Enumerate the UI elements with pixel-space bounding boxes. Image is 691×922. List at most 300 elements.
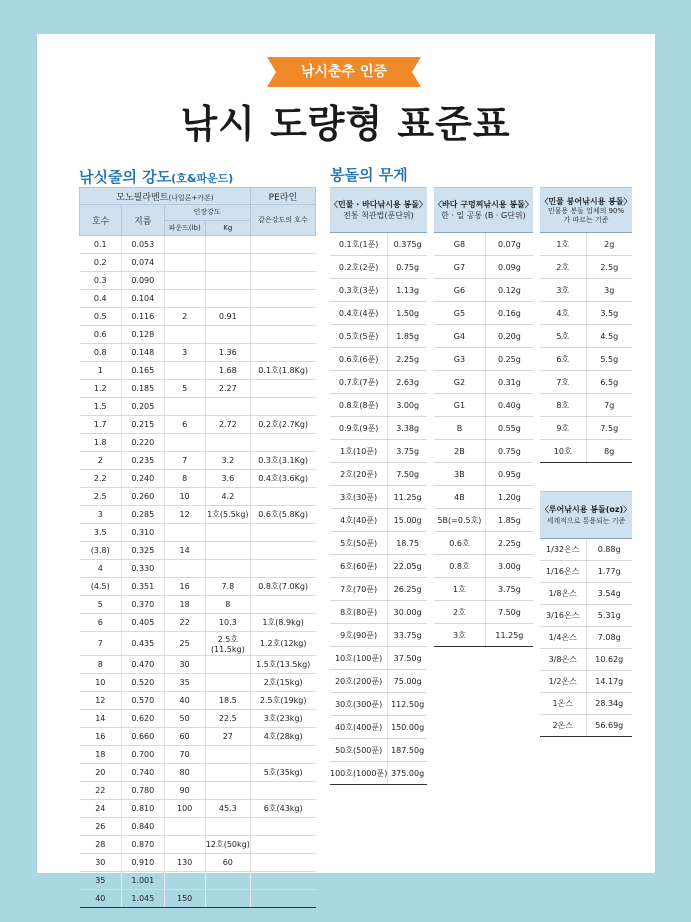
line-row-cell: 1 [80, 362, 122, 380]
marine-row-cell: 187.50g [388, 739, 427, 762]
sea-row-cell: 2호 [434, 601, 485, 624]
sea-row [434, 233, 533, 256]
sea-table-body [434, 233, 533, 647]
line-row [80, 746, 316, 764]
lure-row-cell: 10.62g [586, 649, 632, 671]
line-row-cell: 150 [164, 890, 205, 908]
line-row-cell: 130 [164, 854, 205, 872]
sea-header [434, 188, 533, 233]
weight-section-title: 봉돌의 무게 [330, 166, 408, 184]
line-row-cell [205, 656, 250, 674]
line-row-cell: 0.128 [122, 326, 164, 344]
line-row-cell: 12 [80, 692, 122, 710]
marine-row-cell: 3.75g [388, 440, 427, 463]
line-row-cell [250, 236, 315, 254]
marine-row-cell: 5호(50푼) [330, 532, 388, 555]
freshwater-row-cell: 2호 [540, 256, 586, 279]
line-row-cell: 0.620 [122, 710, 164, 728]
line-row-cell [250, 398, 315, 416]
sea-row [434, 463, 533, 486]
line-row-cell: 25 [164, 632, 205, 656]
marine-row-cell: 375.00g [388, 762, 427, 785]
marine-row [330, 256, 427, 279]
line-row-cell: 14 [80, 710, 122, 728]
line-row-cell [164, 524, 205, 542]
line-row-cell: 50 [164, 710, 205, 728]
sea-row-cell: 3.00g [485, 555, 532, 578]
line-row-cell: (4.5) [80, 578, 122, 596]
mono-header-sub: (나일론+카본) [168, 193, 214, 202]
marine-row [330, 739, 427, 762]
line-row-cell: 10 [80, 674, 122, 692]
line-row-cell: 10.3 [205, 614, 250, 632]
line-row [80, 380, 316, 398]
line-row-cell: 8 [205, 596, 250, 614]
line-table-body [80, 236, 316, 908]
line-row-cell: 0.780 [122, 782, 164, 800]
line-row-cell [164, 560, 205, 578]
line-row [80, 542, 316, 560]
line-row-cell: 0.660 [122, 728, 164, 746]
line-row-cell: 1.8 [80, 434, 122, 452]
line-row-cell [250, 380, 315, 398]
line-row-cell: 22 [164, 614, 205, 632]
marine-row [330, 624, 427, 647]
marine-row-cell: 75.00g [388, 670, 427, 693]
line-row-cell: 7 [80, 632, 122, 656]
line-row [80, 344, 316, 362]
line-row-cell: 5 [164, 380, 205, 398]
lure-row [540, 539, 632, 561]
freshwater-row [540, 325, 632, 348]
line-row-cell [164, 326, 205, 344]
line-row-cell: 18.5 [205, 692, 250, 710]
freshwater-row [540, 440, 632, 463]
sea-row [434, 417, 533, 440]
line-row-cell [205, 872, 250, 890]
marine-row-cell: 1호(10푼) [330, 440, 388, 463]
line-row-cell [250, 872, 315, 890]
lure-row-cell: 1/4온스 [540, 627, 586, 649]
marine-row-cell: 7호(70푼) [330, 578, 388, 601]
line-row [80, 728, 316, 746]
sea-row-cell: 2B [434, 440, 485, 463]
sea-row-cell: 0.31g [485, 371, 532, 394]
col-lb: 파운드(lb) [164, 220, 205, 236]
line-row-cell [250, 434, 315, 452]
freshwater-row-cell: 8호 [540, 394, 586, 417]
freshwater-header [540, 188, 632, 233]
line-row [80, 710, 316, 728]
sea-subtitle: 한 · 일 공통 (B · G단위) [441, 211, 526, 220]
freshwater-row-cell: 2g [586, 233, 632, 256]
line-row [80, 416, 316, 434]
marine-row-cell: 20호(200푼) [330, 670, 388, 693]
line-row-cell: 0.285 [122, 506, 164, 524]
line-row [80, 692, 316, 710]
line-row-cell: 22 [80, 782, 122, 800]
line-row [80, 254, 316, 272]
freshwater-row-cell: 6.5g [586, 371, 632, 394]
lure-row-cell: 7.08g [586, 627, 632, 649]
marine-row-cell: 1.85g [388, 325, 427, 348]
freshwater-row [540, 348, 632, 371]
lure-row [540, 671, 632, 693]
marine-row [330, 417, 427, 440]
sea-row [434, 325, 533, 348]
line-row-cell [164, 254, 205, 272]
line-row-cell: 8 [80, 656, 122, 674]
freshwater-row-cell: 5호 [540, 325, 586, 348]
marine-row-cell: 7.50g [388, 463, 427, 486]
line-row [80, 836, 316, 854]
line-row [80, 470, 316, 488]
marine-title: 〈민물 · 바다낚시용 봉돌〉 [330, 200, 427, 209]
line-row-cell: 0.5 [80, 308, 122, 326]
line-row-cell [205, 542, 250, 560]
sea-row-cell: 3B [434, 463, 485, 486]
sea-row-cell: G3 [434, 348, 485, 371]
lure-row-cell: 56.69g [586, 715, 632, 737]
line-row-cell: 16 [80, 728, 122, 746]
freshwater-row-cell: 4.5g [586, 325, 632, 348]
line-row-cell: 0.074 [122, 254, 164, 272]
line-row [80, 290, 316, 308]
line-row-cell: 22.5 [205, 710, 250, 728]
marine-row-cell: 3호(30푼) [330, 486, 388, 509]
line-row-cell [164, 818, 205, 836]
line-row [80, 578, 316, 596]
marine-row-cell: 0.7호(7푼) [330, 371, 388, 394]
sea-row-cell: 0.09g [485, 256, 532, 279]
sea-row [434, 624, 533, 647]
lure-row [540, 715, 632, 737]
line-row-cell [250, 542, 315, 560]
line-row [80, 326, 316, 344]
lure-row [540, 649, 632, 671]
marine-row-cell: 112.50g [388, 693, 427, 716]
marine-row-cell: 0.4호(4푼) [330, 302, 388, 325]
marine-row-cell: 150.00g [388, 716, 427, 739]
lure-row-cell: 3/16온스 [540, 605, 586, 627]
col-pe-equivalent: 같은강도의 호수 [250, 205, 315, 236]
lure-row-cell: 28.34g [586, 693, 632, 715]
lure-row [540, 693, 632, 715]
line-row-cell: 1.2 [80, 380, 122, 398]
line-row-cell [164, 362, 205, 380]
freshwater-row-cell: 3.5g [586, 302, 632, 325]
line-row-cell: 0.090 [122, 272, 164, 290]
line-row-cell: 3 [164, 344, 205, 362]
line-row [80, 272, 316, 290]
sea-row-cell: 0.75g [485, 440, 532, 463]
line-row-cell: 0.104 [122, 290, 164, 308]
line-row-cell: 0.3 [80, 272, 122, 290]
line-row [80, 452, 316, 470]
lure-subtitle: 세계적으로 통용되는 기준 [546, 516, 626, 525]
freshwater-row-cell: 8g [586, 440, 632, 463]
line-row [80, 614, 316, 632]
freshwater-row [540, 394, 632, 417]
marine-row [330, 693, 427, 716]
marine-row [330, 509, 427, 532]
freshwater-row-cell: 2.5g [586, 256, 632, 279]
line-row-cell: 7.8 [205, 578, 250, 596]
line-row-cell: 1.5호(13.5kg) [250, 656, 315, 674]
lure-row-cell: 14.17g [586, 671, 632, 693]
line-row [80, 362, 316, 380]
line-row-cell: 0.840 [122, 818, 164, 836]
marine-sinker-table [330, 187, 427, 785]
line-row-cell: 0.740 [122, 764, 164, 782]
line-row-cell: 0.310 [122, 524, 164, 542]
freshwater-row-cell: 7g [586, 394, 632, 417]
line-row [80, 782, 316, 800]
marine-row [330, 440, 427, 463]
line-row-cell [164, 872, 205, 890]
line-section-subtitle: (호&파운드) [171, 172, 234, 185]
line-row [80, 854, 316, 872]
line-row-cell: 5 [80, 596, 122, 614]
line-row-cell: 3.2 [205, 452, 250, 470]
line-row-cell: 12호(50kg) [205, 836, 250, 854]
line-row-cell [205, 398, 250, 416]
lure-row-cell: 2온스 [540, 715, 586, 737]
sea-row-cell: 5B(=0.5호) [434, 509, 485, 532]
sea-row [434, 348, 533, 371]
sea-row-cell: 0.20g [485, 325, 532, 348]
freshwater-row-cell: 7호 [540, 371, 586, 394]
marine-table-body [330, 233, 427, 785]
marine-row-cell: 2.25g [388, 348, 427, 371]
marine-row-cell: 0.6호(6푼) [330, 348, 388, 371]
line-row-cell: 2.5 [80, 488, 122, 506]
sea-row [434, 486, 533, 509]
line-row-cell: 4 [80, 560, 122, 578]
line-row-cell: 1호(8.9kg) [250, 614, 315, 632]
certification-badge [267, 57, 421, 87]
sea-row-cell: 1호 [434, 578, 485, 601]
lure-row-cell: 3.54g [586, 583, 632, 605]
marine-row [330, 348, 427, 371]
col-strength: 인장강도 [164, 205, 250, 221]
freshwater-row [540, 256, 632, 279]
sea-row-cell: 0.16g [485, 302, 532, 325]
marine-row [330, 762, 427, 785]
line-row [80, 596, 316, 614]
lure-row-cell: 1/16온스 [540, 561, 586, 583]
line-row-cell: 0.870 [122, 836, 164, 854]
line-row [80, 800, 316, 818]
marine-row-cell: 30호(300푼) [330, 693, 388, 716]
line-row-cell: 0.2 [80, 254, 122, 272]
lure-title: 〈루어낚시용 봉돌(oz)〉 [540, 504, 632, 514]
lure-row-cell: 5.31g [586, 605, 632, 627]
line-row-cell: 0.3호(3.1Kg) [250, 452, 315, 470]
line-row-cell: 26 [80, 818, 122, 836]
marine-row-cell: 50호(500푼) [330, 739, 388, 762]
line-row-cell [250, 560, 315, 578]
line-row-cell: 2 [80, 452, 122, 470]
line-row [80, 872, 316, 890]
marine-row [330, 578, 427, 601]
line-row-cell [250, 326, 315, 344]
line-row-cell: 35 [164, 674, 205, 692]
line-row-cell: 0.91 [205, 308, 250, 326]
line-row-cell [205, 890, 250, 908]
line-row-cell [250, 290, 315, 308]
marine-row-cell: 22.05g [388, 555, 427, 578]
line-row-cell [205, 524, 250, 542]
line-row-cell: 5호(35kg) [250, 764, 315, 782]
col-size: 호수 [80, 205, 122, 236]
line-row-cell: 0.116 [122, 308, 164, 326]
sea-row-cell: 1.20g [485, 486, 532, 509]
sea-row-cell: 0.25g [485, 348, 532, 371]
sea-row [434, 509, 533, 532]
lure-row-cell: 0.88g [586, 539, 632, 561]
marine-row [330, 371, 427, 394]
line-row-cell: 0.220 [122, 434, 164, 452]
marine-row-cell: 18.75 [388, 532, 427, 555]
line-row-cell: 0.185 [122, 380, 164, 398]
line-row-cell: 0.700 [122, 746, 164, 764]
line-row-cell: 2호(15kg) [250, 674, 315, 692]
line-row-cell [205, 236, 250, 254]
line-row-cell: 12 [164, 506, 205, 524]
line-row-cell [164, 236, 205, 254]
line-row-cell: 0.8호(7.0Kg) [250, 578, 315, 596]
line-row-cell [205, 674, 250, 692]
line-row-cell: 10 [164, 488, 205, 506]
line-row-cell: 0.2호(2.7Kg) [250, 416, 315, 434]
sea-row-cell: 11.25g [485, 624, 532, 647]
line-row-cell: 0.260 [122, 488, 164, 506]
sea-row [434, 601, 533, 624]
line-row-cell [250, 488, 315, 506]
line-row-cell: 18 [164, 596, 205, 614]
line-row-cell: 45.3 [205, 800, 250, 818]
line-row-cell [250, 254, 315, 272]
line-row-cell: 0.8 [80, 344, 122, 362]
line-row-cell [205, 254, 250, 272]
marine-row [330, 279, 427, 302]
marine-row [330, 647, 427, 670]
line-row-cell [205, 560, 250, 578]
line-row [80, 434, 316, 452]
freshwater-row [540, 302, 632, 325]
freshwater-row-cell: 10호 [540, 440, 586, 463]
line-row-cell: 90 [164, 782, 205, 800]
marine-row-cell: 1.50g [388, 302, 427, 325]
sea-row-cell: 0.55g [485, 417, 532, 440]
line-row-cell: 60 [164, 728, 205, 746]
sea-row-cell: 3호 [434, 624, 485, 647]
line-row-cell [205, 782, 250, 800]
line-row-cell [164, 836, 205, 854]
sea-row-cell: 0.12g [485, 279, 532, 302]
mono-header [80, 188, 251, 205]
pe-header: PE라인 [250, 188, 315, 205]
lure-row-cell: 1온스 [540, 693, 586, 715]
marine-row-cell: 3.38g [388, 417, 427, 440]
sea-row-cell: G8 [434, 233, 485, 256]
mono-header-text: 모노필라멘트 [116, 192, 169, 203]
marine-row [330, 716, 427, 739]
sea-row [434, 555, 533, 578]
line-row-cell: 4.2 [205, 488, 250, 506]
sea-row-cell: G7 [434, 256, 485, 279]
badge-text: 낚시춘추 인증 [300, 64, 388, 80]
freshwater-row-cell: 3호 [540, 279, 586, 302]
marine-row [330, 302, 427, 325]
line-row-cell [250, 272, 315, 290]
line-row-cell: 0.148 [122, 344, 164, 362]
sea-row [434, 440, 533, 463]
line-row [80, 236, 316, 254]
sea-row-cell: 4B [434, 486, 485, 509]
line-row-cell: 6 [80, 614, 122, 632]
line-row-cell: 0.1 [80, 236, 122, 254]
line-row-cell: 1.7 [80, 416, 122, 434]
line-section-title [79, 166, 233, 187]
line-row-cell: 6 [164, 416, 205, 434]
line-row-cell: 3호(23kg) [250, 710, 315, 728]
marine-row-cell: 0.3호(3푼) [330, 279, 388, 302]
sea-row-cell: 0.07g [485, 233, 532, 256]
line-row-cell: 70 [164, 746, 205, 764]
freshwater-row-cell: 7.5g [586, 417, 632, 440]
line-row-cell: 0.910 [122, 854, 164, 872]
line-row-cell: 3.6 [205, 470, 250, 488]
marine-row-cell: 11.25g [388, 486, 427, 509]
marine-row [330, 325, 427, 348]
marine-row-cell: 6호(60푼) [330, 555, 388, 578]
line-row-cell: 0.240 [122, 470, 164, 488]
sea-row-cell: G2 [434, 371, 485, 394]
freshwater-row-cell: 5.5g [586, 348, 632, 371]
line-row-cell: 6호(43kg) [250, 800, 315, 818]
line-row-cell: (3.8) [80, 542, 122, 560]
freshwater-table-body [540, 233, 632, 463]
sea-row-cell: G5 [434, 302, 485, 325]
marine-row [330, 233, 427, 256]
freshwater-title: 〈민물 붕어낚시용 봉돌〉 [540, 196, 632, 206]
line-row-cell: 0.4 [80, 290, 122, 308]
line-row [80, 560, 316, 578]
line-row-cell: 2.27 [205, 380, 250, 398]
lure-row [540, 583, 632, 605]
freshwater-row-cell: 1호 [540, 233, 586, 256]
line-row-cell: 14 [164, 542, 205, 560]
sea-float-sinker-table [434, 187, 533, 647]
line-row-cell: 40 [80, 890, 122, 908]
marine-row-cell: 8호(80푼) [330, 601, 388, 624]
line-row [80, 398, 316, 416]
sea-row [434, 279, 533, 302]
line-row-cell: 18 [80, 746, 122, 764]
line-row [80, 656, 316, 674]
freshwater-row [540, 233, 632, 256]
freshwater-row [540, 417, 632, 440]
line-row-cell: 100 [164, 800, 205, 818]
sea-row-cell: B [434, 417, 485, 440]
line-row-cell [250, 782, 315, 800]
marine-subtitle: 전통 척관법(푼단위) [343, 211, 414, 220]
line-section-title-text: 낚싯줄의 강도 [79, 168, 172, 186]
sea-row-cell: 0.8호 [434, 555, 485, 578]
marine-row-cell: 9호(90푼) [330, 624, 388, 647]
